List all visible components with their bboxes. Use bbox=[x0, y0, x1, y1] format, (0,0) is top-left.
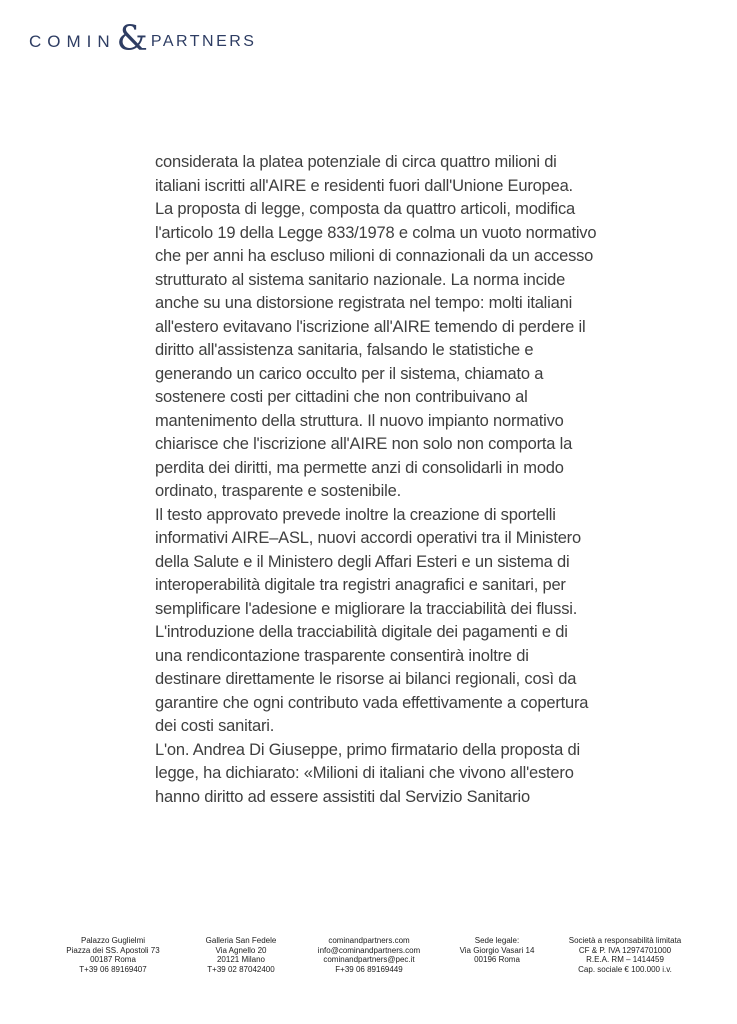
body-text-line: L'on. Andrea Di Giuseppe, primo firmatario della proposta di bbox=[155, 740, 580, 759]
body-text-line: l'articolo 19 della Legge 833/1978 e colma un vuoto normativo bbox=[155, 223, 597, 242]
body-text-line: diritto all'assistenza sanitaria, falsando le statistiche e bbox=[155, 341, 534, 359]
body-text-line: mantenimento della struttura. Il nuovo impianto normativo bbox=[155, 411, 564, 430]
body-text-line: anche su una distorsione registrata nel tempo: molti italiani bbox=[155, 294, 573, 312]
footer-col-milan-office bbox=[177, 936, 305, 974]
body-text-line: interoperabilità digitale tra registri anagrafici e sanitari, per bbox=[155, 576, 566, 594]
logo-text-comin: COMIN bbox=[29, 31, 116, 51]
letterhead-footer bbox=[49, 936, 689, 974]
body-text-line: garantire che ogni contributo vada effettivamente a copertura bbox=[155, 693, 589, 712]
body-text-line: strutturato al sistema sanitario nazionale. La norma incide bbox=[155, 270, 566, 289]
footer-line: Cap. sociale € 100.000 i.v. bbox=[578, 964, 672, 974]
footer-line: T+39 02 87042400 bbox=[207, 964, 275, 974]
body-text-line: legge, ha dichiarato: «Milioni di italiani che vivono all'estero bbox=[155, 764, 574, 782]
body-text-line: della Salute e il Ministero degli Affari Esteri e un sistema di bbox=[155, 552, 570, 571]
footer-line: cominandpartners@pec.it bbox=[323, 955, 415, 964]
body-text-line: L'introduzione della tracciabilità digitale dei pagamenti e di bbox=[155, 623, 568, 641]
body-text-line: italiani iscritti all'AIRE e residenti fuori dall'Unione Europea. bbox=[155, 176, 573, 195]
body-text-line: chiarisce che l'iscrizione all'AIRE non solo non comporta la bbox=[155, 435, 573, 453]
body-text-line: hanno diritto ad essere assistiti dal Servizio Sanitario bbox=[155, 787, 530, 806]
body-text-line: perdita dei diritti, ma permette anzi di consolidarli in modo bbox=[155, 458, 564, 477]
footer-col-legal-seat bbox=[433, 936, 561, 974]
body-text-line: Il testo approvato prevede inoltre la creazione di sportelli bbox=[155, 505, 556, 524]
body-text-line: che per anni ha escluso milioni di connazionali da un accesso bbox=[155, 247, 594, 265]
body-text-line: semplificare l'adesione e migliorare la tracciabilità dei flussi. bbox=[155, 599, 578, 618]
logo-ampersand-icon: & bbox=[116, 19, 148, 59]
body-text-line: generando un carico occulto per il sistema, chiamato a bbox=[155, 364, 544, 383]
footer-line: CF & P. IVA 12974701000 bbox=[578, 945, 672, 955]
footer-line: 20121 Milano bbox=[216, 955, 266, 964]
body-text-line: una rendicontazione trasparente consentirà inoltre di bbox=[155, 646, 529, 665]
footer-line: Piazza dei SS. Apostoli 73 bbox=[66, 945, 160, 955]
footer-line: Palazzo Guglielmi bbox=[80, 936, 146, 945]
body-text-line: destinare direttamente le risorse ai bilanci regionali, così da bbox=[155, 670, 577, 688]
body-text-line: La proposta di legge, composta da quattro articoli, modifica bbox=[155, 200, 575, 218]
footer-col-company-data bbox=[561, 936, 689, 974]
footer-line: info@cominandpartners.com bbox=[317, 945, 421, 955]
body-text-line: considerata la platea potenziale di circa quattro milioni di bbox=[155, 153, 557, 171]
logo-text-partners: PARTNERS bbox=[150, 32, 257, 50]
footer-line: 00187 Roma bbox=[90, 955, 136, 964]
body-text-line: dei costi sanitari. bbox=[155, 717, 275, 735]
press-release-body bbox=[155, 151, 600, 809]
body-text-line: sostenere costi per cittadini che non contribuivano al bbox=[155, 388, 528, 406]
footer-line: Via Giorgio Vasari 14 bbox=[459, 945, 535, 955]
footer-line: Società a responsabilità limitata bbox=[568, 936, 682, 945]
footer-col-contacts bbox=[305, 936, 433, 974]
footer-line: Sede legale: bbox=[474, 936, 520, 945]
footer-col-rome-office bbox=[49, 936, 177, 974]
footer-line: 00196 Roma bbox=[474, 955, 520, 964]
body-text-line: all'estero evitavano l'iscrizione all'AIRE temendo di perdere il bbox=[155, 317, 586, 336]
footer-line: cominandpartners.com bbox=[328, 936, 410, 945]
footer-line: T+39 06 89169407 bbox=[79, 964, 147, 974]
footer-line: F+39 06 89169449 bbox=[335, 964, 403, 974]
body-text-line: informativi AIRE–ASL, nuovi accordi operativi tra il Ministero bbox=[155, 529, 581, 547]
company-logo bbox=[29, 19, 257, 59]
footer-line: R.E.A. RM – 1414459 bbox=[586, 955, 664, 964]
body-text-line: ordinato, trasparente e sostenibile. bbox=[155, 482, 401, 500]
footer-line: Galleria San Fedele bbox=[205, 936, 277, 945]
footer-line: Via Agnello 20 bbox=[215, 945, 267, 955]
